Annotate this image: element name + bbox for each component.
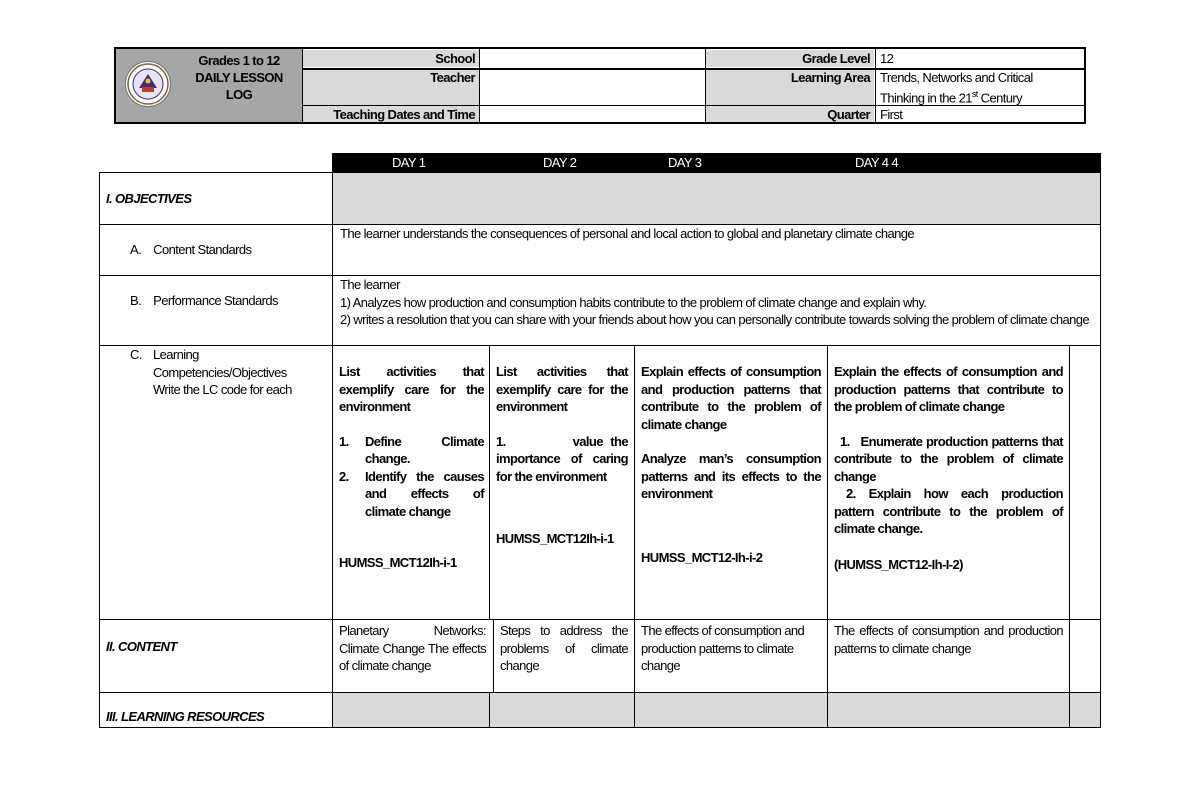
quarter-label: Quarter	[706, 106, 874, 122]
day3-lc-code: HUMSS_MCT12-Ih-i-2	[641, 549, 763, 565]
day2-competencies: List activities that exemplify care for the environment 1. value the importance of caring for the environment HUMSS_MCT12Ih-i-1	[496, 364, 632, 546]
content-heading: II. CONTENT	[106, 639, 177, 654]
teacher-value	[480, 69, 705, 105]
performance-standards-text: The learner 1) Analyzes how production and consumption habits contribute to the problem of climate change and explain why. 2) writes a resolution that you can share with your friends about how you can personally contribute towards solving the problem of climate change	[340, 277, 1090, 327]
learning-area-line1: Trends, Networks and Critical	[880, 70, 1033, 85]
learning-area-label: Learning Area	[706, 69, 874, 105]
learning-area-line2: Thinking in the 21st Century	[880, 89, 1022, 106]
day3-competencies: Explain effects of consumption and production patterns that contribute to the problem of climate change Analyze man’s consumption patterns and its effects to the environment HUMSS_MCT12-Ih-i-2	[641, 364, 821, 565]
day-header-bar	[332, 153, 1101, 172]
day4-content: The effects of consumption and production patterns to climate change	[834, 623, 1063, 656]
performance-standards-label: B. Performance Standards	[130, 293, 278, 308]
content-standards-label: A. Content Standards	[130, 242, 252, 257]
grade-level-value: 12	[880, 51, 894, 66]
teaching-dates-label: Teaching Dates and Time	[303, 106, 479, 122]
school-block	[116, 49, 302, 122]
day4-lc-code: (HUMSS_MCT12-Ih-I-2)	[834, 556, 963, 572]
day2-lc-code: HUMSS_MCT12Ih-i-1	[496, 531, 614, 546]
learning-area-value	[876, 69, 1084, 105]
day1-competencies: List activities that exemplify care for the environment 1. Define Climate change. 2. Identify the causes and effects of climate change HUMSS_MCT12Ih-i-1	[339, 364, 484, 570]
school-label: School	[303, 50, 479, 67]
day3-content: The effects of consumption and production patterns to climate change	[641, 623, 805, 673]
dll-line2: DAILY LESSON	[195, 70, 283, 85]
header-table	[114, 47, 1086, 124]
teaching-dates-value	[480, 106, 705, 122]
day4-header: DAY 4 4	[855, 155, 899, 170]
quarter-value: First	[880, 107, 903, 122]
day3-header: DAY 3	[668, 155, 702, 170]
school-value	[480, 50, 705, 67]
objectives-gray-cell	[333, 173, 1100, 224]
day4-competencies: Explain the effects of consumption and production patterns that contribute to the problem of climate change 1. Enumerate production patterns that contribute to the problem of climate change 2. Explain how each production pattern contribute to the problem of climate change. (HUMSS_MCT12-Ih-I-2)	[834, 364, 1067, 572]
lesson-log-table	[99, 153, 1101, 728]
day2-header: DAY 2	[543, 155, 577, 170]
day2-content: Steps to address the problems of climate change	[500, 623, 628, 673]
day1-lc-code: HUMSS_MCT12Ih-i-1	[339, 555, 457, 570]
learning-competencies-label: C. Learning Competencies/Objectives Write the LC code for each	[130, 347, 292, 397]
day1-content: Planetary Networks: Climate Change The effects of climate change	[339, 623, 486, 673]
teacher-label: Teacher	[303, 69, 479, 105]
grade-level-label: Grade Level	[706, 50, 874, 67]
learning-resources-heading: III. LEARNING RESOURCES	[106, 709, 265, 724]
dll-line1: Grades 1 to 12	[198, 53, 280, 68]
content-standards-text: The learner understands the consequences of personal and local action to global and planetary climate change	[340, 226, 915, 241]
objectives-heading: I. OBJECTIVES	[106, 191, 192, 206]
deped-seal-logo	[125, 61, 171, 107]
resources-gray-cells	[333, 693, 1100, 727]
dll-line3: LOG	[225, 87, 253, 102]
day1-header: DAY 1	[392, 155, 426, 170]
